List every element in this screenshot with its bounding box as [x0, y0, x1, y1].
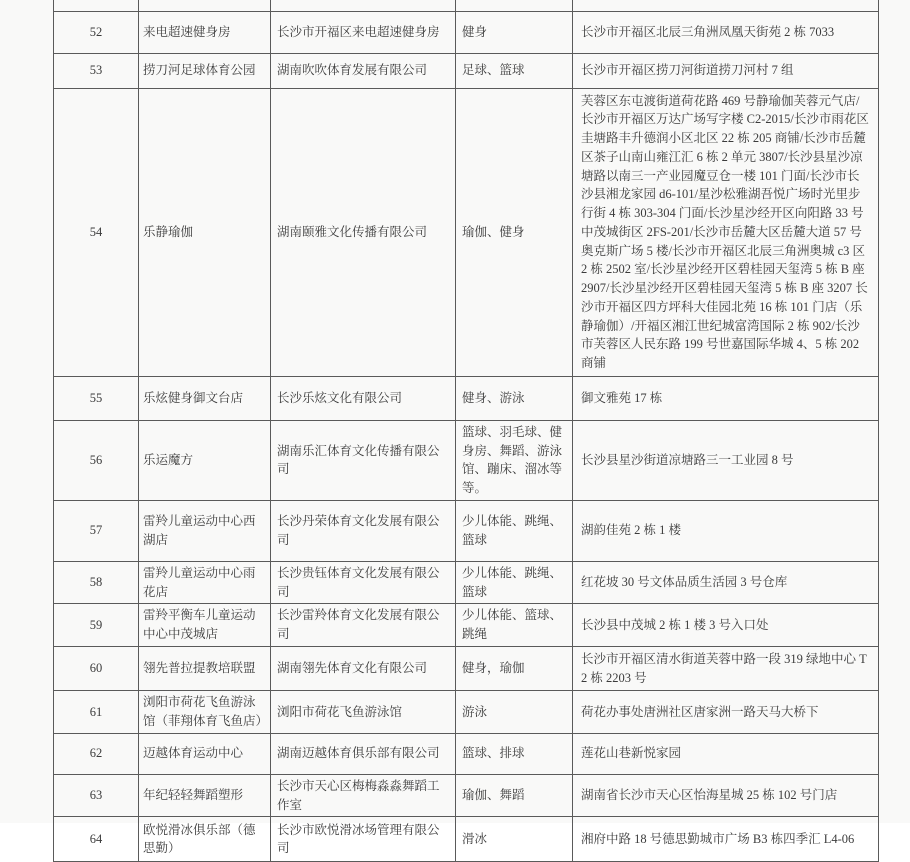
cell-no: 64	[54, 817, 139, 862]
cell-name: 捞刀河足球体育公园	[139, 53, 271, 88]
cell-category: 足球、篮球	[456, 53, 573, 88]
cell-name: 乐炫健身御文台店	[139, 376, 271, 420]
cell-address: 长沙市开福区北辰三角洲凤凰天街苑 2 栋 7033	[573, 11, 879, 53]
cell-category: 篮球、排球	[456, 733, 573, 774]
cell-address: 湖南省长沙市天心区怡海星城 25 栋 102 号门店	[573, 774, 879, 817]
cell-category: 少儿体能、跳绳、篮球	[456, 500, 573, 561]
cell-name: 年纪轻轻舞蹈塑形	[139, 774, 271, 817]
cell-company: 湖南颐雅文化传播有限公司	[271, 88, 456, 376]
cell-category: 少儿体能、跳绳、篮球	[456, 561, 573, 604]
venues-table-body	[54, 0, 879, 862]
cell-company: 长沙丹荣体育文化发展有限公司	[271, 500, 456, 561]
table-row	[54, 774, 879, 817]
cell-address: 湘府中路 18 号德思勤城市广场 B3 栋四季汇 L4-06	[573, 817, 879, 862]
cell-name: 浏阳市荷花飞鱼游泳馆（菲翔体育飞鱼店）	[139, 691, 271, 734]
cell-company: 湖南迈越体育俱乐部有限公司	[271, 733, 456, 774]
cell-address: 御文雅苑 17 栋	[573, 376, 879, 420]
cell-address: 长沙县星沙街道凉塘路三一工业园 8 号	[573, 420, 879, 500]
table-row	[54, 646, 879, 691]
cell-category: 游泳	[456, 691, 573, 734]
cell-no: 59	[54, 604, 139, 647]
cell-no: 58	[54, 561, 139, 604]
table-row	[54, 11, 879, 53]
cell-name: 雷羚儿童运动中心西湖店	[139, 500, 271, 561]
cell-category: 健身，瑜伽	[456, 646, 573, 691]
cell-category: 滑冰	[456, 817, 573, 862]
table-row	[54, 420, 879, 500]
cell-address: 长沙县中茂城 2 栋 1 楼 3 号入口处	[573, 604, 879, 647]
cell-no: 57	[54, 500, 139, 561]
cell-company: 湖南吹吹体育发展有限公司	[271, 53, 456, 88]
cell-name: 乐静瑜伽	[139, 88, 271, 376]
table-row-partial	[54, 0, 879, 11]
table-row	[54, 500, 879, 561]
cell-category: 瑜伽、舞蹈	[456, 774, 573, 817]
cell-no: 61	[54, 691, 139, 734]
venues-table	[53, 0, 879, 862]
cell-no: 52	[54, 11, 139, 53]
table-row	[54, 691, 879, 734]
cell-company: 湖南乐汇体育文化传播有限公司	[271, 420, 456, 500]
cell-company: 长沙雷羚体育文化发展有限公司	[271, 604, 456, 647]
cell-address: 湖韵佳苑 2 栋 1 楼	[573, 500, 879, 561]
cell-address	[573, 0, 879, 11]
table-row	[54, 817, 879, 862]
cell-no: 60	[54, 646, 139, 691]
cell-category: 健身	[456, 11, 573, 53]
cell-company: 长沙贵钰体育文化发展有限公司	[271, 561, 456, 604]
cell-category: 篮球、羽毛球、健身房、舞蹈、游泳馆、蹦床、溜冰等等。	[456, 420, 573, 500]
cell-no: 56	[54, 420, 139, 500]
cell-no: 54	[54, 88, 139, 376]
cell-name: 雷羚儿童运动中心雨花店	[139, 561, 271, 604]
cell-company: 长沙市天心区梅梅淼淼舞蹈工作室	[271, 774, 456, 817]
cell-company: 湖南翎先体育文化有限公司	[271, 646, 456, 691]
cell-no: 63	[54, 774, 139, 817]
cell-category: 健身、游泳	[456, 376, 573, 420]
cell-company: 长沙市开福区来电超速健身房	[271, 11, 456, 53]
cell-company: 长沙乐炫文化有限公司	[271, 376, 456, 420]
cell-name: 雷羚平衡车儿童运动中心中茂城店	[139, 604, 271, 647]
cell-name: 来电超速健身房	[139, 11, 271, 53]
table-row	[54, 376, 879, 420]
cell-company	[271, 0, 456, 11]
cell-address: 长沙市开福区清水街道芙蓉中路一段 319 绿地中心 T2 栋 2203 号	[573, 646, 879, 691]
cell-no: 53	[54, 53, 139, 88]
cell-name: 欧悦滑冰俱乐部（德思勤）	[139, 817, 271, 862]
table-row	[54, 88, 879, 376]
table-row	[54, 561, 879, 604]
cell-category: 少儿体能、篮球、跳绳	[456, 604, 573, 647]
table-row	[54, 733, 879, 774]
cell-address: 莲花山巷新悦家园	[573, 733, 879, 774]
table-row	[54, 604, 879, 647]
cell-address: 荷花办事处唐洲社区唐家洲一路天马大桥下	[573, 691, 879, 734]
cell-address: 芙蓉区东屯渡街道荷花路 469 号静瑜伽芙蓉元气店/长沙市开福区万达广场写字楼 C2-2015/长沙市雨花区圭塘路丰升德润小区北区 22 栋 205 商铺/长沙市岳麓区茶子山南山雍江汇 6 栋 2 单元 3807/长沙县星沙凉塘路以南三一产业园魔豆仓一楼 101 门面/长沙市长沙县湘龙家园 d6-101/星沙松雅湖吾悦广场时光里步行街 4 栋 303-304 门面/长沙星沙经开区向阳路 33 号中茂城街区 2FS-201/长沙市岳麓大区岳麓大道 57 号奥克斯广场 5 楼/长沙市开福区北辰三角洲奥城 c3 区 2 栋 2502 室/长沙星沙经开区碧桂园天玺湾 5 栋 B 座 2907/长沙星沙经开区碧桂园天玺湾 5 栋 B 座 3207 长沙市开福区四方坪科大佳园北苑 16 栋 101 门店（乐静瑜伽）/开福区湘江世纪城富湾国际 2 栋 902/长沙市芙蓉区人民东路 199 号世嘉国际华城 4、5 栋 202 商铺	[573, 88, 879, 376]
cell-name: 乐运魔方	[139, 420, 271, 500]
cell-name	[139, 0, 271, 11]
cell-name: 翎先普拉提教培联盟	[139, 646, 271, 691]
cell-no	[54, 0, 139, 11]
table-row	[54, 53, 879, 88]
cell-category: 瑜伽、健身	[456, 88, 573, 376]
cell-address: 长沙市开福区捞刀河街道捞刀河村 7 组	[573, 53, 879, 88]
cell-company: 浏阳市荷花飞鱼游泳馆	[271, 691, 456, 734]
cell-no: 55	[54, 376, 139, 420]
cell-no: 62	[54, 733, 139, 774]
cell-address: 红花坡 30 号文体品质生活园 3 号仓库	[573, 561, 879, 604]
cell-name: 迈越体育运动中心	[139, 733, 271, 774]
cell-category	[456, 0, 573, 11]
cell-company: 长沙市欧悦滑冰场管理有限公司	[271, 817, 456, 862]
